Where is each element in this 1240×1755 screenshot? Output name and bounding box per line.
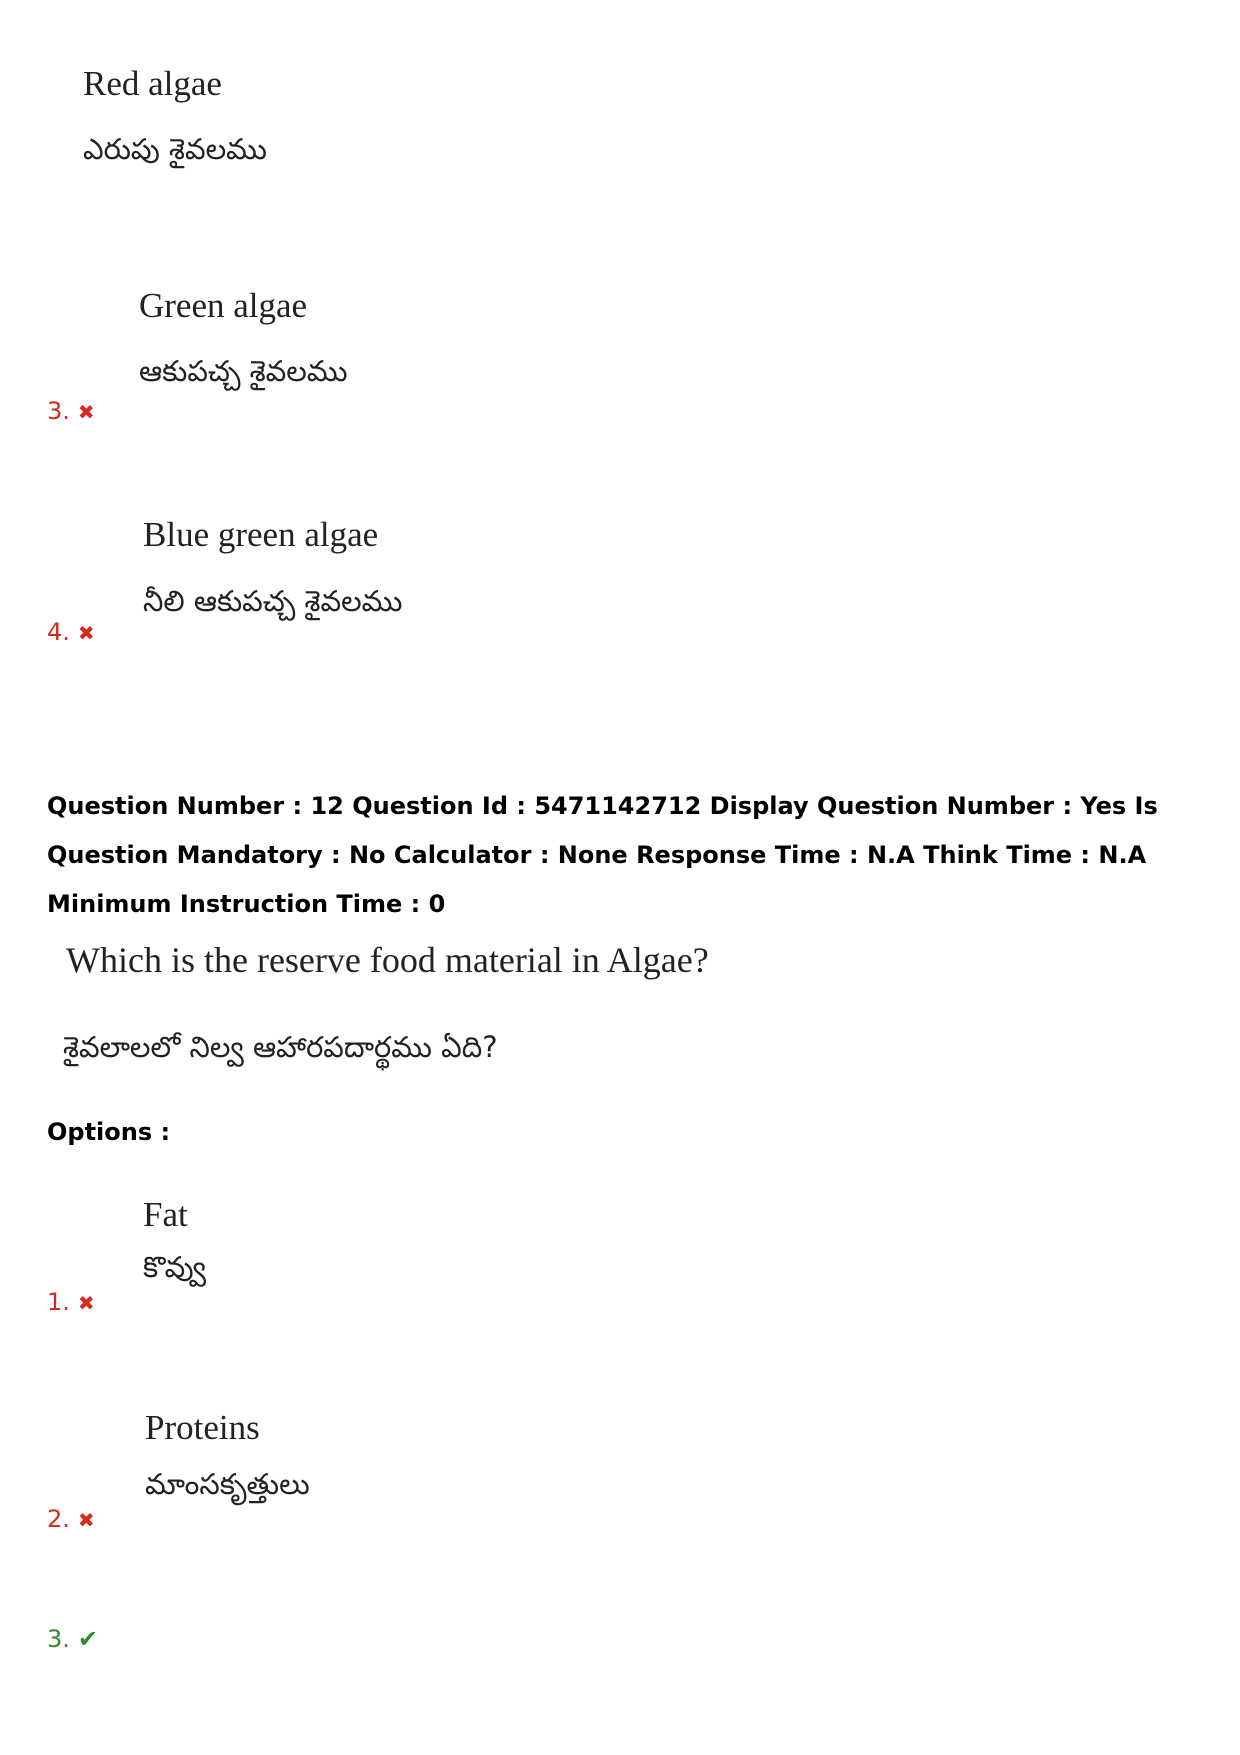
option-number [47, 1288, 95, 1316]
cross-icon: ✖ [77, 400, 95, 424]
option-number-label: 3. [47, 397, 70, 425]
option-number [47, 397, 95, 425]
option-number [47, 1505, 95, 1533]
question-meta: Question Number : 12 Question Id : 5471142712 Display Question Number : Yes Is Question Mandatory : No Calculator : None Response Time : N.A Think Time : N.A Minimum Instruction Time : 0 [47, 792, 1158, 918]
option-english: Fat [143, 1195, 188, 1234]
option-telugu: నీలి ఆకుపచ్చ శైవలము [143, 584, 403, 618]
option-telugu: ఆకుపచ్చ శైవలము [139, 354, 348, 388]
cross-icon: ✖ [77, 1508, 95, 1532]
options-label: Options : [47, 1118, 171, 1146]
option-english: Blue green algae [143, 515, 379, 554]
check-icon: ✔ [77, 1625, 99, 1653]
question-text-telugu: శైవలాలలో నిల్వ ఆహారపదార్థము ఏది? [63, 1030, 498, 1064]
option-number [47, 618, 95, 646]
option-number-label: 4. [47, 618, 70, 646]
option-number-label: 2. [47, 1505, 70, 1533]
cross-icon: ✖ [77, 1291, 95, 1315]
question-text-english: Which is the reserve food material in Algae? [66, 940, 709, 980]
option-telugu: ఎరుపు శైవలము [83, 132, 267, 166]
option-telugu: మాంసకృత్తులు [145, 1467, 310, 1501]
option-number-label: 1. [47, 1288, 70, 1316]
option-english: Red algae [83, 64, 222, 103]
cross-icon: ✖ [77, 621, 95, 645]
option-telugu: కొవ్వు [143, 1250, 207, 1284]
option-number-label: 3. [47, 1625, 70, 1653]
option-english: Proteins [145, 1408, 260, 1447]
option-english: Green algae [139, 286, 308, 325]
option-number [47, 1625, 98, 1653]
